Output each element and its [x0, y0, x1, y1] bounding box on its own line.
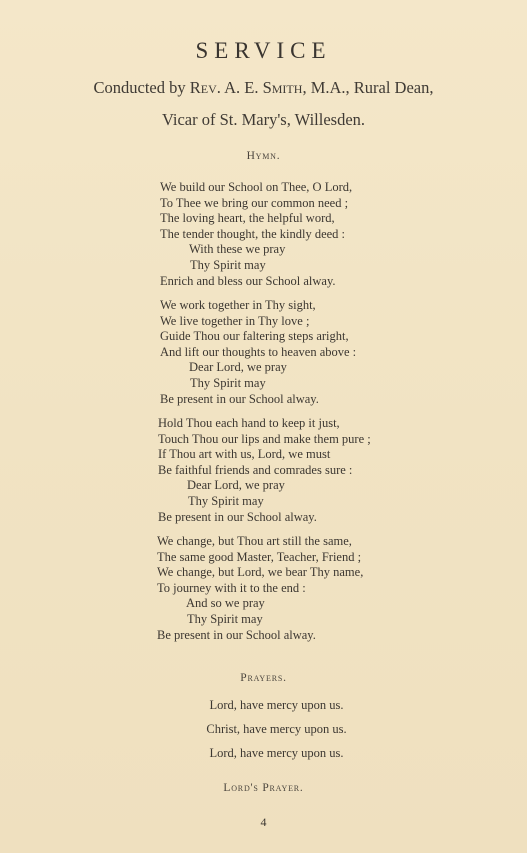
- hymn-heading: Hymn.: [246, 150, 281, 162]
- verse-line: We change, but Thou art still the same,: [157, 534, 352, 548]
- prayer-line: Lord, have mercy upon us.: [209, 698, 344, 712]
- verse-line: The same good Master, Teacher, Friend ;: [157, 549, 362, 564]
- verse-line-indented: Dear Lord, we pray: [189, 360, 287, 375]
- verse-line: Guide Thou our faltering steps aright,: [160, 329, 349, 344]
- verse-line: Be present in our School alway.: [160, 391, 319, 406]
- verse-line-indented: Thy Spirit may: [187, 611, 263, 626]
- verse-line-indented: With these we pray: [189, 242, 286, 257]
- lords-prayer-heading: Lord's Prayer.: [223, 782, 304, 794]
- verse-line: If Thou art with us, Lord, we must: [158, 447, 331, 462]
- page-number: 4: [260, 815, 267, 829]
- conducted-by-line: [0, 78, 527, 98]
- verse-line: Be present in our School alway.: [158, 509, 317, 524]
- verse-line: To Thee we bring our common need ;: [160, 195, 349, 210]
- verse-line: We live together in Thy love ;: [160, 313, 310, 328]
- page-title: SERVICE: [195, 38, 332, 63]
- verse-line: To journey with it to the end :: [157, 580, 306, 595]
- verse-line-indented: Dear Lord, we pray: [187, 478, 285, 493]
- verse-line: We work together in Thy sight,: [160, 298, 316, 312]
- verse-line-indented: And so we pray: [186, 596, 265, 611]
- verse-line-indented: Thy Spirit may: [190, 375, 266, 390]
- conducted-prefix: Conducted by: [93, 78, 190, 97]
- conducted-suffix: , M.A., Rural Dean,: [302, 78, 434, 97]
- verse-line: The loving heart, the helpful word,: [160, 211, 335, 226]
- verse-line-indented: Thy Spirit may: [188, 493, 264, 508]
- prayer-line: Christ, have mercy upon us.: [206, 722, 347, 736]
- hymn-verse-1: [160, 180, 352, 289]
- verse-line: Be faithful friends and comrades sure :: [158, 462, 353, 477]
- verse-line: Enrich and bless our School alway.: [160, 273, 336, 288]
- verse-line: We change, but Lord, we bear Thy name,: [157, 565, 364, 580]
- hymn-verse-3: [158, 416, 371, 525]
- verse-line-indented: Thy Spirit may: [190, 257, 266, 272]
- hymn-verse-2: [160, 298, 356, 407]
- verse-line: We build our School on Thee, O Lord,: [160, 180, 353, 194]
- conductor-name: Rev. A. E. Smith: [189, 78, 303, 97]
- hymn-verse-4: [157, 534, 363, 643]
- verse-line: Be present in our School alway.: [157, 627, 316, 642]
- prayer-line: Lord, have mercy upon us.: [209, 746, 344, 760]
- prayers-heading: Prayers.: [240, 672, 287, 684]
- verse-line: The tender thought, the kindly deed :: [160, 226, 346, 241]
- verse-line: Hold Thou each hand to keep it just,: [158, 416, 340, 430]
- verse-line: Touch Thou our lips and make them pure ;: [158, 431, 371, 446]
- vicar-line: Vicar of St. Mary's, Willesden.: [161, 110, 366, 129]
- verse-line: And lift our thoughts to heaven above :: [160, 344, 357, 359]
